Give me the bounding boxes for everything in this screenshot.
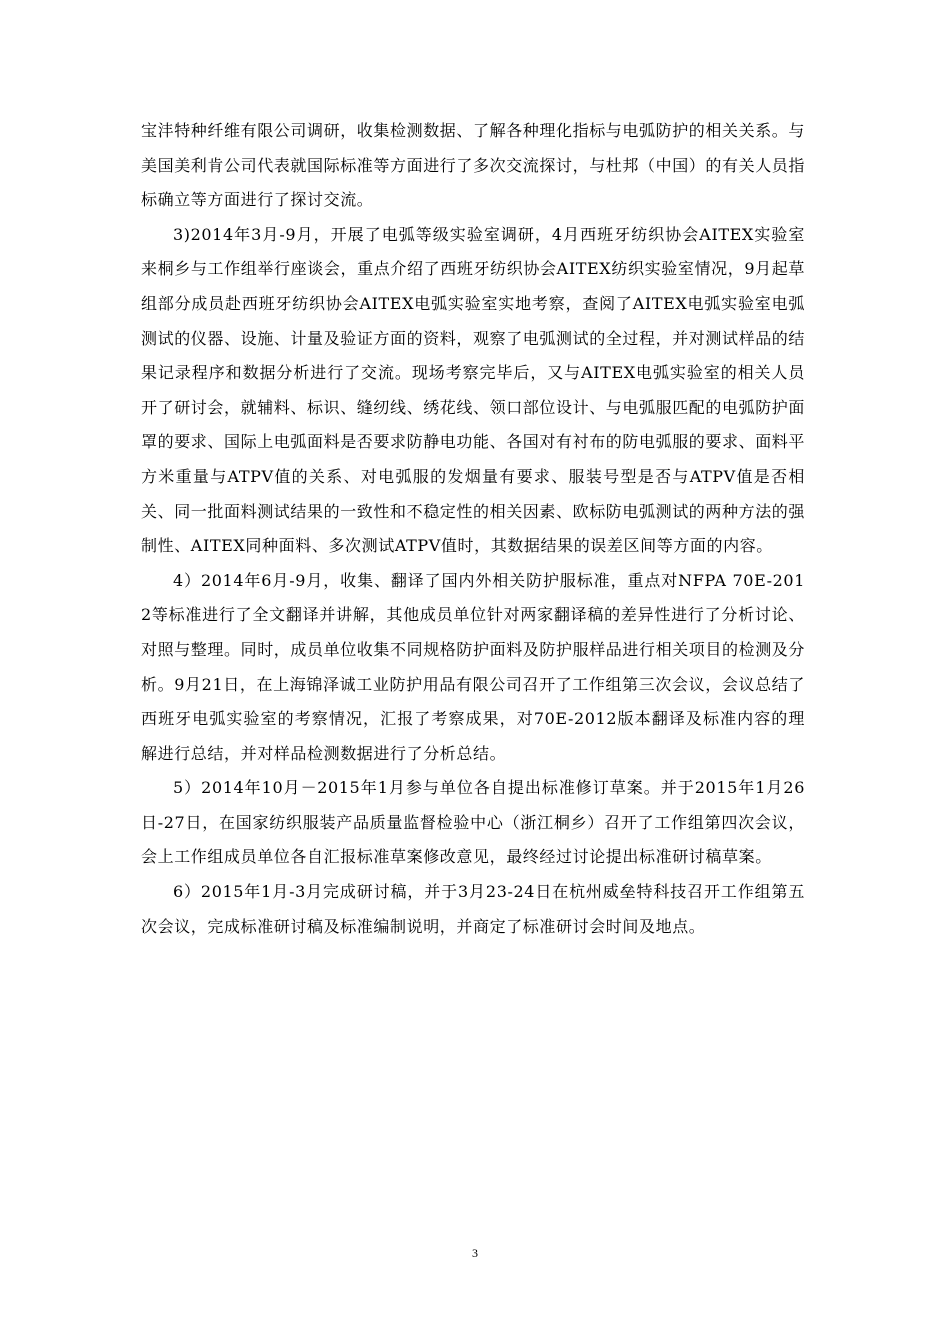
- paragraph-item-4: 4）2014年6月-9月，收集、翻译了国内外相关防护服标准，重点对NFPA 70E-2012等标准进行了全文翻译并讲解，其他成员单位针对两家翻译稿的差异性进行了分析讨论、对照与整理。同时，成员单位收集不同规格防护面料及防护服样品进行相关项目的检测及分析。9月21日，在上海锦泽诚工业防护用品有限公司召开了工作组第三次会议，会议总结了西班牙电弧实验室的考察情况，汇报了考察成果，对70E-2012版本翻译及标准内容的理解进行总结，并对样品检测数据进行了分析总结。: [141, 570, 806, 763]
- paragraph-item-3: 3)2014年3月-9月，开展了电弧等级实验室调研，4月西班牙纺织协会AITEX实验室来桐乡与工作组举行座谈会，重点介绍了西班牙纺织协会AITEX纺织实验室情况，9月起草组部分成员赴西班牙纺织协会AITEX电弧实验室实地考察，查阅了AITEX电弧实验室电弧测试的仪器、设施、计量及验证方面的资料，观察了电弧测试的全过程，并对测试样品的结果记录程序和数据分析进行了交流。现场考察完毕后，又与AITEX电弧实验室的相关人员开了研讨会，就辅料、标识、缝纫线、绣花线、领口部位设计、与电弧服匹配的电弧防护面罩的要求、国际上电弧面料是否要求防静电功能、各国对有衬布的防电弧服的要求、面料平方米重量与ATPV值的关系、对电弧服的发烟量有要求、服装号型是否与ATPV值是否相关、同一批面料测试结果的一致性和不稳定性的相关因素、欧标防电弧测试的两种方法的强制性、AITEX同种面料、多次测试ATPV值时，其数据结果的误差区间等方面的内容。: [141, 224, 806, 556]
- paragraph-item-5: 5）2014年10月－2015年1月参与单位各自提出标准修订草案。并于2015年1月26日-27日，在国家纺织服装产品质量监督检验中心（浙江桐乡）召开了工作组第四次会议，会上工作组成员单位各自汇报标准草案修改意见，最终经过讨论提出标准研讨稿草案。: [141, 778, 805, 867]
- body-text: [141, 114, 805, 944]
- paragraph-item-6: 6）2015年1月-3月完成研讨稿，并于3月23-24日在杭州威垒特科技召开工作组第五次会议，完成标准研讨稿及标准编制说明，并商定了标准研讨会时间及地点。: [141, 882, 805, 936]
- paragraph-continuation: 宝沣特种纤维有限公司调研，收集检测数据、了解各种理化指标与电弧防护的相关关系。与美国美利肯公司代表就国际标准等方面进行了多次交流探讨，与杜邦（中国）的有关人员指标确立等方面进行了探讨交流。: [141, 121, 806, 210]
- page-number: 3: [472, 1246, 478, 1260]
